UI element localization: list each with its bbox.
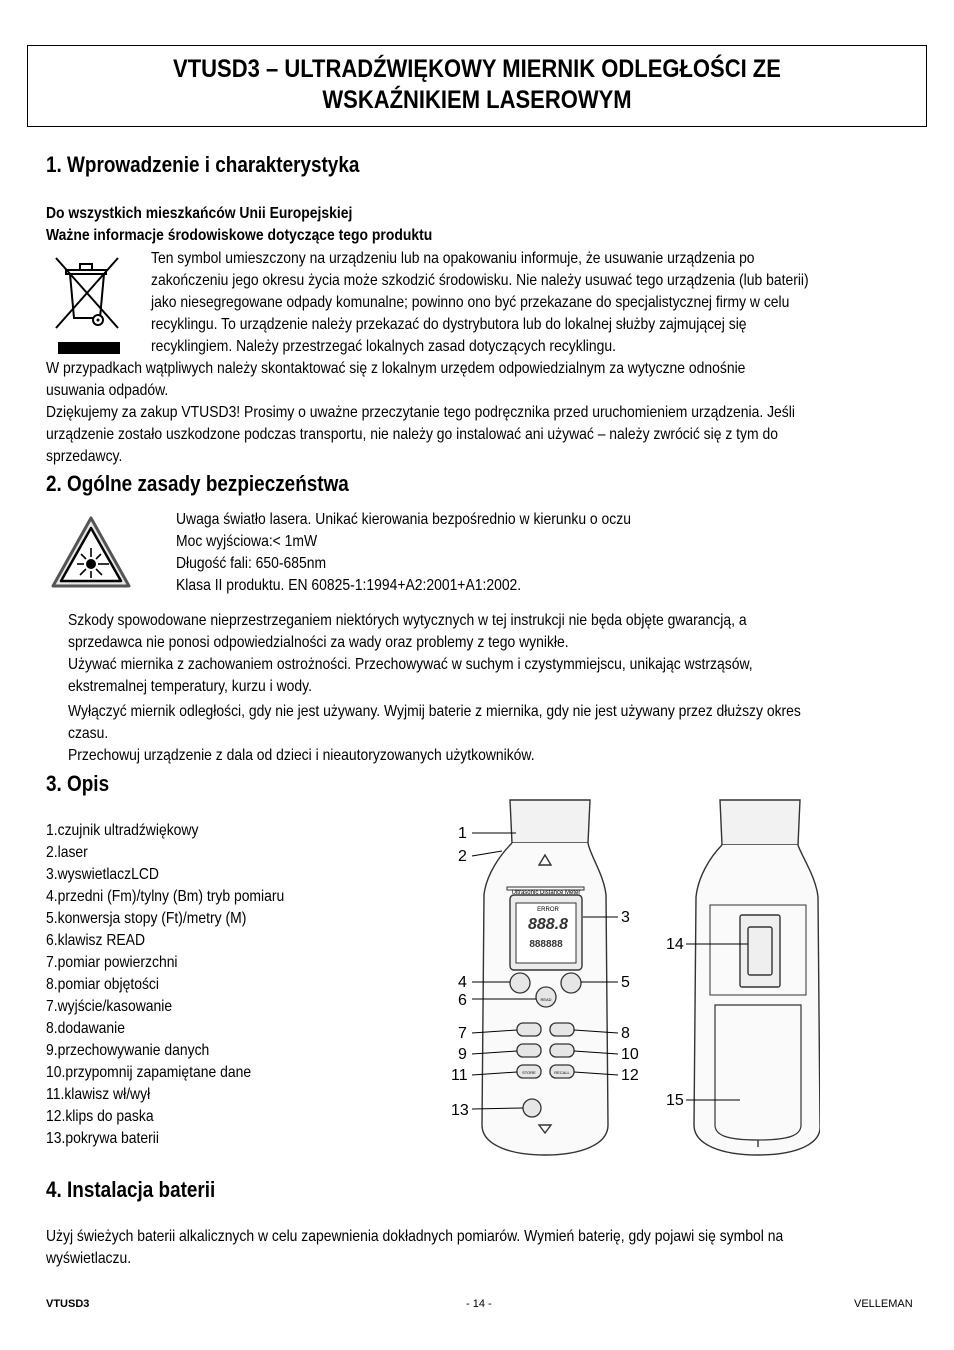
- section4-heading: 4. Instalacja baterii: [46, 1177, 216, 1202]
- device-front: [482, 800, 608, 1155]
- list-item: 11.klawisz wł/wył: [46, 1086, 151, 1103]
- intro-line: usuwania odpadów.: [46, 382, 169, 399]
- list-item: 4.przedni (Fm)/tylny (Bm) tryb pomiaru: [46, 888, 285, 905]
- device-back: [694, 800, 820, 1155]
- list-item: 9.przechowywanie danych: [46, 1042, 210, 1059]
- callout-6: 6: [458, 992, 467, 1009]
- list-item: 2.laser: [46, 844, 88, 861]
- callout-15: 15: [666, 1092, 684, 1109]
- weee-line: zakończeniu jego okresu życia może szkodzić środowisku. Nie należy usuwać tego urządzenia (lub baterii): [151, 272, 809, 289]
- device-label: Ultrasonic Distance Meter: [511, 890, 581, 896]
- intro-line: Dziękujemy za zakup VTUSD3! Prosimy o uważne przeczytanie tego podręcznika przed uruchomieniem urządzenia. Jeśli: [46, 404, 795, 421]
- safety-line: Szkody spowodowane nieprzestrzeganiem niektórych wytycznych w tej instrukcji nie będa objęte gwarancją, a: [68, 612, 747, 629]
- callout-2: 2: [458, 848, 467, 865]
- intro-line: W przypadkach wątpliwych należy skontaktować się z lokalnym urzędem odpowiedzialnym za wytyczne odnośnie: [46, 360, 746, 377]
- lcd-digits: 888.8: [527, 916, 569, 933]
- list-item: 12.klips do paska: [46, 1108, 154, 1125]
- list-item: 5.konwersja stopy (Ft)/metry (M): [46, 910, 247, 927]
- laser-line: Klasa II produktu. EN 60825-1:1994+A2:2001+A1:2002.: [176, 577, 522, 594]
- section4-line-1: Użyj świeżych baterii alkalicznych w celu zapewnienia dokładnych pomiarów. Wymień baterię, gdy pojawi się symbol na: [46, 1228, 784, 1245]
- weee-line: jako niesegregowane odpady komunalne; powinno ono być przekazane do specjalistycznej firmy w celu: [151, 294, 790, 311]
- laser-line: Uwaga światło lasera. Unikać kierowania bezpośrednio w kierunku o oczu: [176, 511, 631, 528]
- callout-13: 13: [451, 1102, 469, 1119]
- title-line-2: WSKAŹNIKIEM LASEROWYM: [322, 86, 632, 114]
- list-item: 10.przypomnij zapamiętane dane: [46, 1064, 252, 1081]
- safety-line: Wyłączyć miernik odległości, gdy nie jest używany. Wyjmij baterie z miernika, gdy nie jest używany przez dłuższy okres: [68, 703, 801, 720]
- weee-line: Ten symbol umieszczony na urządzeniu lub na opakowaniu informuje, że usuwanie urządzenia po: [151, 250, 755, 267]
- callout-12: 12: [621, 1067, 639, 1084]
- weee-bin-icon: [52, 252, 124, 356]
- section4-line-2: wyświetlaczu.: [46, 1250, 132, 1267]
- weee-line: recyklingiem. Należy przestrzegać lokalnych zasad dotyczących recyklingu.: [151, 338, 616, 355]
- callout-11: 11: [451, 1067, 468, 1084]
- list-item: 6.klawisz READ: [46, 932, 146, 949]
- callout-5: 5: [621, 974, 630, 991]
- safety-line: Przechowuj urządzenie z dala od dzieci i nieautoryzowanych użytkowników.: [68, 747, 535, 764]
- list-item: 1.czujnik ultradźwiękowy: [46, 822, 199, 839]
- list-item: 3.wyswietlaczLCD: [46, 866, 159, 883]
- btn-read: READ: [540, 997, 552, 1002]
- safety-line: czasu.: [68, 725, 109, 742]
- weee-line: recyklingu. To urządzenie należy przekazać do dystrybutora lub do lokalnej służby zajmującej się: [151, 316, 747, 333]
- list-item: 8.pomiar objętości: [46, 976, 159, 993]
- section2-heading: 2. Ogólne zasady bezpieczeństwa: [46, 471, 349, 496]
- section1-sub1: Do wszystkich mieszkańców Unii Europejskiej: [46, 205, 353, 222]
- section1-heading: 1. Wprowadzenie i charakterystyka: [46, 152, 360, 177]
- section1-sub2: Ważne informacje środowiskowe dotyczące tego produktu: [46, 227, 433, 244]
- safety-line: sprzedawca nie ponosi odpowiedzialności za wady oraz problemy z tego wynikłe.: [68, 634, 569, 651]
- intro-line: sprzedawcy.: [46, 448, 123, 465]
- title-line-1: VTUSD3 – ULTRADŹWIĘKOWY MIERNIK ODLEGŁOŚCI ZE: [173, 55, 781, 83]
- list-item: 8.dodawanie: [46, 1020, 125, 1037]
- callout-10: 10: [621, 1046, 639, 1063]
- callout-8: 8: [621, 1025, 630, 1042]
- title-box: [27, 45, 927, 127]
- laser-warning-icon: [49, 514, 133, 590]
- btn-store: STORE: [522, 1070, 536, 1075]
- callout-9: 9: [458, 1046, 467, 1063]
- footer-page-number: - 14 -: [466, 1298, 492, 1310]
- btn-recall: RECALL: [554, 1070, 570, 1075]
- list-item: 13.pokrywa baterii: [46, 1130, 159, 1147]
- callout-14: 14: [666, 936, 684, 953]
- safety-line: ekstremalnej temperatury, kurzu i wody.: [68, 678, 312, 695]
- lcd-digits-2: 888888: [529, 939, 563, 950]
- callout-1: 1: [458, 825, 467, 842]
- list-item: 7.wyjście/kasowanie: [46, 998, 173, 1015]
- footer-left: VTUSD3: [46, 1298, 90, 1310]
- lcd-error: ERROR: [537, 907, 559, 913]
- list-item: 7.pomiar powierzchni: [46, 954, 178, 971]
- laser-line: Długość fali: 650-685nm: [176, 555, 327, 572]
- section3-heading: 3. Opis: [46, 771, 110, 796]
- safety-line: Używać miernika z zachowaniem ostrożności. Przechowywać w suchym i czystymmiejscu, unikając wstrząsów,: [68, 656, 753, 673]
- callout-3: 3: [621, 909, 630, 926]
- callout-4: 4: [458, 974, 467, 991]
- device-figure: [440, 795, 820, 1160]
- intro-line: urządzenie zostało uszkodzone podczas transportu, nie należy go instalować ani używać – należy zwrócić się z tym do: [46, 426, 778, 443]
- laser-line: Moc wyjściowa:< 1mW: [176, 533, 318, 550]
- footer-right: VELLEMAN: [854, 1298, 913, 1310]
- callout-7: 7: [458, 1025, 467, 1042]
